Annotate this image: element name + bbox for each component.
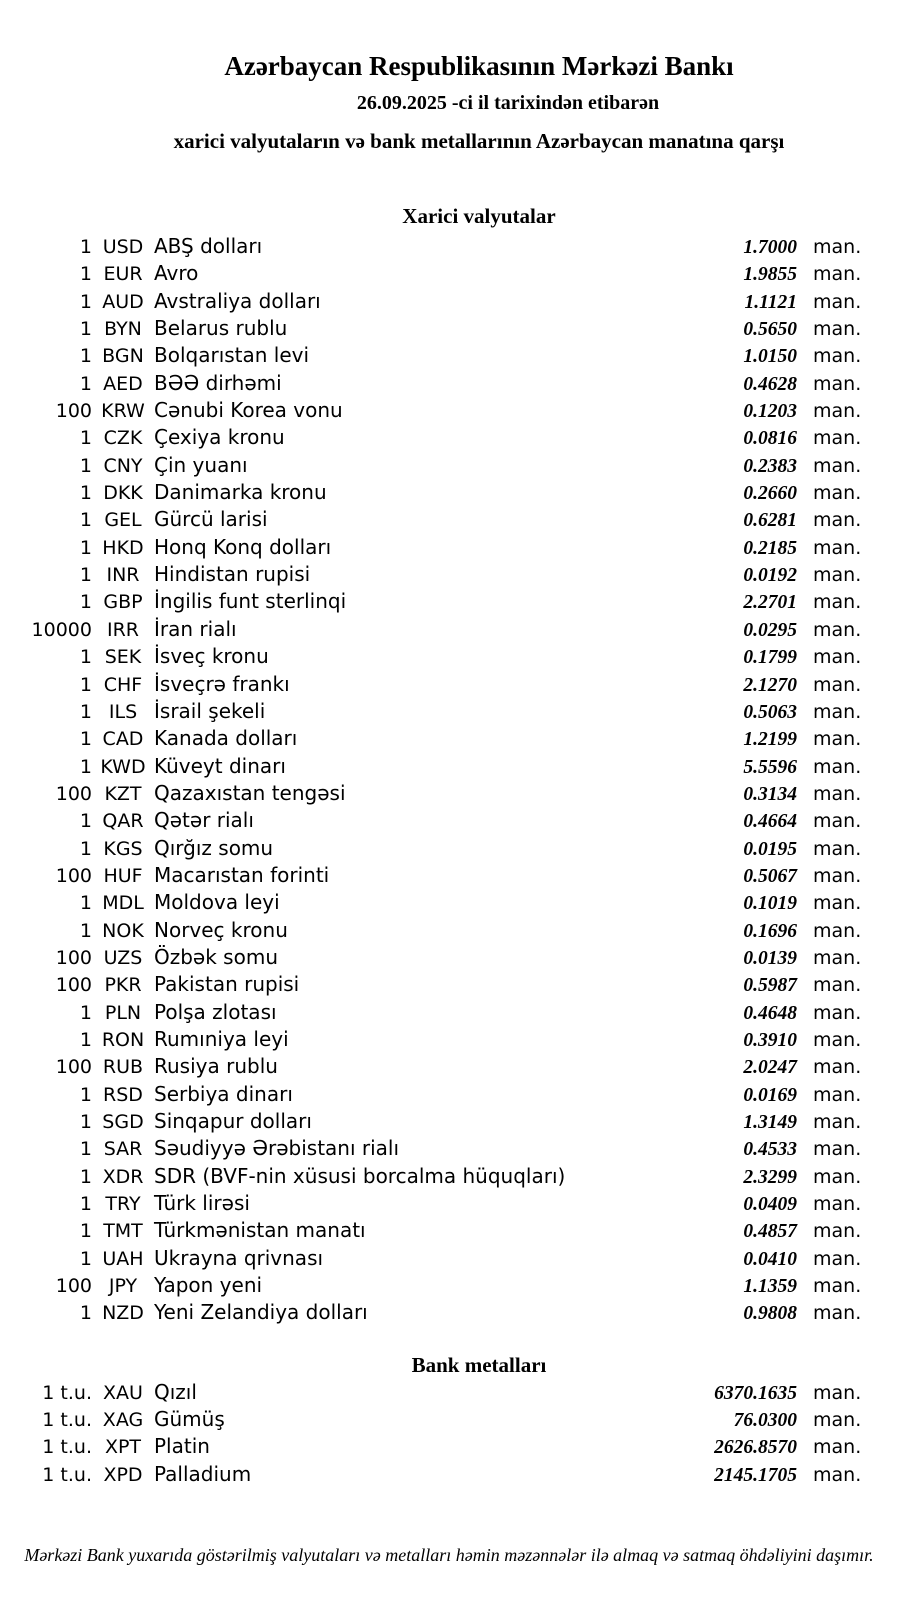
rate-value: 0.9808 xyxy=(743,1303,797,1325)
currency-name: İsrail şekeli xyxy=(154,698,266,723)
rate-value: 1.0150 xyxy=(743,346,797,368)
rate-value: 0.4664 xyxy=(743,811,797,833)
rate-unit: man. xyxy=(813,755,862,778)
currency-code: KGS xyxy=(103,837,143,860)
currency-name: Səudiyyə Ərəbistanı rialı xyxy=(154,1136,400,1161)
rate-row xyxy=(0,971,898,998)
currency-name: Bolqarıstan levi xyxy=(154,343,310,368)
rate-value: 0.0410 xyxy=(743,1248,797,1270)
quantity: 1 xyxy=(79,1165,92,1188)
rate-row xyxy=(0,288,898,315)
rate-unit: man. xyxy=(813,837,862,860)
rate-value: 0.0169 xyxy=(743,1084,797,1106)
rate-unit: man. xyxy=(813,1138,862,1161)
currency-code: SGD xyxy=(102,1111,144,1133)
quantity: 1 xyxy=(79,482,92,505)
rate-row xyxy=(0,1108,898,1135)
currency-code: CAD xyxy=(102,728,144,751)
currency-code: SAR xyxy=(103,1138,143,1161)
rate-unit: man. xyxy=(813,1220,862,1243)
currency-code: GBP xyxy=(103,591,143,614)
currency-name: Qırğız somu xyxy=(154,835,274,860)
quantity: 1 xyxy=(79,810,92,833)
currency-code: XPT xyxy=(104,1436,142,1459)
rate-unit: man. xyxy=(813,618,862,641)
rate-value: 1.1121 xyxy=(744,291,797,313)
currency-name: Hindistan rupisi xyxy=(154,562,311,587)
rate-row xyxy=(0,397,898,424)
rate-value: 0.1019 xyxy=(743,893,797,915)
currency-code: HUF xyxy=(103,864,143,887)
currency-code: CHF xyxy=(103,673,143,696)
quantity: 1 xyxy=(79,236,92,258)
rate-value: 0.2660 xyxy=(743,483,797,505)
quantity: 1 xyxy=(79,1302,92,1325)
currency-name: Serbiya dinarı xyxy=(154,1081,293,1106)
rate-unit: man. xyxy=(813,564,862,587)
metals-section-title: Bank metalları xyxy=(411,1352,547,1377)
currency-code: JPY xyxy=(108,1275,138,1298)
currency-code: XPD xyxy=(103,1463,143,1486)
rate-row xyxy=(0,452,898,479)
quantity: 1 xyxy=(79,372,92,395)
currency-name: Özbək somu xyxy=(154,944,278,969)
rate-row xyxy=(0,506,898,533)
page-subtitle: xarici valyutaların və bank metallarının Azərbaycan manatına qarşı xyxy=(173,129,785,153)
rate-unit: man. xyxy=(813,1302,862,1325)
rate-value: 0.5650 xyxy=(743,319,797,341)
rate-unit: man. xyxy=(813,1381,862,1404)
rate-row xyxy=(0,835,898,862)
rate-unit: man. xyxy=(813,400,862,423)
quantity: 1 xyxy=(79,1193,92,1216)
quantity: 100 xyxy=(55,1275,92,1298)
rate-value: 0.1203 xyxy=(743,401,797,423)
quantity: 1 xyxy=(79,1247,92,1270)
currency-name: Qazaxıstan tengəsi xyxy=(154,780,346,805)
rate-row xyxy=(0,1379,898,1406)
currency-name: Qətər rialı xyxy=(154,808,254,833)
rate-value: 1.2199 xyxy=(743,729,797,751)
rate-unit: man. xyxy=(813,946,862,969)
quantity: 1 xyxy=(79,345,92,368)
rate-unit: man. xyxy=(813,1409,862,1432)
rate-row xyxy=(0,1163,898,1190)
currency-code: ILS xyxy=(108,700,138,723)
rate-row xyxy=(0,1245,898,1272)
currencies-table xyxy=(0,233,898,1327)
rate-unit: man. xyxy=(813,864,862,887)
currency-code: TRY xyxy=(105,1193,141,1216)
rate-unit: man. xyxy=(813,1165,862,1188)
rate-value: 2.3299 xyxy=(743,1166,797,1188)
rate-row xyxy=(0,917,898,944)
rate-value: 1.7000 xyxy=(743,237,797,258)
quantity: 100 xyxy=(55,1056,92,1079)
currency-code: SEK xyxy=(104,646,142,669)
rate-unit: man. xyxy=(813,919,862,942)
quantity: 1 xyxy=(79,318,92,341)
currency-name: Macarıstan forinti xyxy=(154,862,330,887)
rate-unit: man. xyxy=(813,345,862,368)
quantity: 1 t.u. xyxy=(42,1463,92,1486)
rate-row xyxy=(0,1433,898,1460)
currency-code: PKR xyxy=(104,974,142,997)
currency-name: BƏƏ dirhəmi xyxy=(154,370,282,395)
rate-row xyxy=(0,370,898,397)
currency-code: BYN xyxy=(104,318,142,341)
page-header xyxy=(0,50,898,154)
currency-name: Türk lirəsi xyxy=(154,1191,250,1216)
rate-unit: man. xyxy=(813,782,862,805)
currency-name: SDR (BVF-nin xüsusi borcalma hüquqları) xyxy=(154,1163,566,1188)
rate-value: 0.2185 xyxy=(743,537,797,559)
rate-row xyxy=(0,1190,898,1217)
rate-row xyxy=(0,1299,898,1326)
currency-code: QAR xyxy=(102,810,144,833)
rate-value: 0.0409 xyxy=(743,1194,797,1216)
rate-row xyxy=(0,1135,898,1162)
quantity: 1 xyxy=(79,673,92,696)
rate-unit: man. xyxy=(813,372,862,395)
currency-code: CZK xyxy=(103,427,143,450)
currency-code: UAH xyxy=(102,1247,144,1270)
rate-row xyxy=(0,753,898,780)
rate-unit: man. xyxy=(813,591,862,614)
quantity: 1 xyxy=(79,509,92,532)
rate-value: 2.1270 xyxy=(743,674,797,696)
effective-date: 26.09.2025 -ci il tarixindən etibarən xyxy=(356,92,660,114)
currency-name: Küveyt dinarı xyxy=(154,753,286,778)
rate-unit: man. xyxy=(813,810,862,833)
rate-unit: man. xyxy=(813,892,862,915)
currency-code: EUR xyxy=(103,263,143,286)
currency-name: Avstraliya dolları xyxy=(154,288,321,313)
quantity: 10000 xyxy=(31,618,92,641)
currency-code: DKK xyxy=(103,482,143,505)
currency-name: Yapon yeni xyxy=(154,1273,263,1298)
currency-name: Rusiya rublu xyxy=(154,1054,278,1079)
currency-code: XAU xyxy=(103,1381,143,1404)
rate-unit: man. xyxy=(813,290,862,313)
currency-code: XAG xyxy=(102,1409,144,1432)
rate-value: 0.4857 xyxy=(743,1221,797,1243)
currency-name: İngilis funt sterlinqi xyxy=(154,589,347,614)
rate-value: 6370.1635 xyxy=(714,1382,797,1404)
rate-value: 2145.1705 xyxy=(714,1464,797,1486)
quantity: 1 xyxy=(79,892,92,915)
quantity: 1 xyxy=(79,564,92,587)
rate-row xyxy=(0,1217,898,1244)
rate-row xyxy=(0,1081,898,1108)
rate-value: 0.0195 xyxy=(743,838,797,860)
currency-code: XDR xyxy=(102,1165,144,1188)
rate-value: 0.0139 xyxy=(743,947,797,969)
currency-code: UZS xyxy=(103,946,143,969)
currency-name: Rumıniya leyi xyxy=(154,1026,289,1051)
rate-unit: man. xyxy=(813,728,862,751)
currency-name: Norveç kronu xyxy=(154,917,288,942)
rate-value: 0.4628 xyxy=(743,373,797,395)
quantity: 100 xyxy=(55,864,92,887)
currency-code: RUB xyxy=(102,1056,144,1079)
rate-row xyxy=(0,999,898,1026)
rate-row xyxy=(0,561,898,588)
currency-code: AUD xyxy=(102,290,144,313)
quantity: 1 xyxy=(79,454,92,477)
currency-name: Kanada dolları xyxy=(154,726,298,751)
rate-unit: man. xyxy=(813,263,862,286)
quantity: 1 xyxy=(79,1111,92,1133)
quantity: 100 xyxy=(55,974,92,997)
quantity: 1 xyxy=(79,728,92,751)
rate-value: 2.2701 xyxy=(743,592,797,614)
rate-value: 1.3149 xyxy=(743,1112,797,1133)
rate-value: 0.0816 xyxy=(743,428,797,450)
rate-row xyxy=(0,889,898,916)
rate-unit: man. xyxy=(813,1463,862,1486)
quantity: 1 t.u. xyxy=(42,1409,92,1432)
quantity: 1 t.u. xyxy=(42,1381,92,1404)
rate-value: 5.5596 xyxy=(743,756,797,778)
rate-row xyxy=(0,725,898,752)
quantity: 1 xyxy=(79,427,92,450)
rate-row xyxy=(0,424,898,451)
rate-row xyxy=(0,1272,898,1299)
quantity: 1 t.u. xyxy=(42,1436,92,1459)
rate-value: 0.4533 xyxy=(743,1139,797,1161)
rate-row xyxy=(0,588,898,615)
rate-row xyxy=(0,1026,898,1053)
rate-unit: man. xyxy=(813,1247,862,1270)
currency-name: Palladium xyxy=(154,1461,252,1486)
rate-unit: man. xyxy=(813,427,862,450)
page-title: Azərbaycan Respublikasının Mərkəzi Bankı xyxy=(224,51,734,81)
rate-unit: man. xyxy=(813,1193,862,1216)
currency-name: Gümüş xyxy=(154,1407,225,1432)
rate-unit: man. xyxy=(813,1111,862,1133)
currency-name: Türkmənistan manatı xyxy=(154,1218,366,1243)
currency-code: INR xyxy=(106,564,140,587)
rate-unit: man. xyxy=(813,1083,862,1106)
currency-name: Gürcü larisi xyxy=(154,507,268,532)
rate-row xyxy=(0,780,898,807)
rate-value: 0.5063 xyxy=(743,701,797,723)
rate-value: 0.5067 xyxy=(743,865,797,887)
rate-unit: man. xyxy=(813,673,862,696)
currency-name: Avro xyxy=(154,261,199,286)
rate-row xyxy=(0,1406,898,1433)
rate-row xyxy=(0,1053,898,1080)
rate-unit: man. xyxy=(813,1275,862,1298)
currency-code: KRW xyxy=(101,400,145,423)
rate-unit: man. xyxy=(813,700,862,723)
rate-row xyxy=(0,534,898,561)
quantity: 1 xyxy=(79,1220,92,1243)
currency-code: USD xyxy=(102,236,144,258)
currency-code: NOK xyxy=(102,919,144,942)
rate-unit: man. xyxy=(813,318,862,341)
currency-name: Moldova leyi xyxy=(154,890,280,915)
rate-value: 1.9855 xyxy=(743,264,797,286)
rate-value: 0.3910 xyxy=(743,1029,797,1051)
rate-row xyxy=(0,944,898,971)
rate-value: 0.4648 xyxy=(743,1002,797,1024)
currency-code: MDL xyxy=(102,892,144,915)
rate-value: 2626.8570 xyxy=(714,1437,797,1459)
rate-unit: man. xyxy=(813,646,862,669)
quantity: 1 xyxy=(79,591,92,614)
currency-name: Ukrayna qrivnası xyxy=(154,1245,324,1270)
rate-value: 0.2383 xyxy=(743,455,797,477)
currency-code: PLN xyxy=(104,1001,142,1024)
currency-code: CNY xyxy=(103,454,143,477)
quantity: 1 xyxy=(79,290,92,313)
quantity: 1 xyxy=(79,536,92,559)
quantity: 1 xyxy=(79,1138,92,1161)
rate-unit: man. xyxy=(813,1028,862,1051)
rate-value: 0.3134 xyxy=(743,783,797,805)
currency-code: AED xyxy=(103,372,143,395)
currency-name: Belarus rublu xyxy=(154,316,288,341)
rate-row xyxy=(0,862,898,889)
currency-name: Polşa zlotası xyxy=(154,999,277,1024)
quantity: 1 xyxy=(79,263,92,286)
currency-name: Sinqapur dolları xyxy=(154,1109,312,1133)
quantity: 1 xyxy=(79,646,92,669)
currency-name: İsveç kronu xyxy=(154,644,269,669)
quantity: 1 xyxy=(79,837,92,860)
disclaimer-note: Mərkəzi Bank yuxarıda göstərilmiş valyutaları və metalları həmin məzənnələr ilə almaq və satmaq öhdəliyini daşımır. xyxy=(24,1545,874,1566)
currency-name: Qızıl xyxy=(154,1379,197,1404)
rate-unit: man. xyxy=(813,482,862,505)
currency-code: GEL xyxy=(104,509,142,532)
quantity: 1 xyxy=(79,919,92,942)
currency-name: Pakistan rupisi xyxy=(154,972,300,997)
quantity: 100 xyxy=(55,400,92,423)
rate-unit: man. xyxy=(813,509,862,532)
currency-name: İran rialı xyxy=(154,616,237,641)
rate-row xyxy=(0,698,898,725)
quantity: 1 xyxy=(79,1083,92,1106)
currency-code: RSD xyxy=(103,1083,143,1106)
currency-code: IRR xyxy=(106,618,139,641)
currency-code: KZT xyxy=(104,782,142,805)
rate-row xyxy=(0,1461,898,1488)
quantity: 100 xyxy=(55,946,92,969)
rate-unit: man. xyxy=(813,1056,862,1079)
rate-unit: man. xyxy=(813,454,862,477)
rate-row xyxy=(0,616,898,643)
rate-row xyxy=(0,807,898,834)
quantity: 1 xyxy=(79,1028,92,1051)
currency-name: Yeni Zelandiya dolları xyxy=(154,1300,368,1325)
rate-value: 0.5987 xyxy=(743,975,797,997)
rate-unit: man. xyxy=(813,974,862,997)
rate-value: 76.0300 xyxy=(733,1410,797,1432)
currency-name: Danimarka kronu xyxy=(154,480,327,505)
metals-section xyxy=(0,1353,898,1488)
quantity: 1 xyxy=(79,755,92,778)
currency-name: Honq Konq dolları xyxy=(154,534,332,559)
currency-code: BGN xyxy=(102,345,144,368)
quantity: 1 xyxy=(79,700,92,723)
currency-code: NZD xyxy=(102,1302,144,1325)
currency-name: Çexiya kronu xyxy=(154,425,285,450)
metals-table xyxy=(0,1379,898,1488)
rate-value: 0.1799 xyxy=(743,647,797,669)
rate-unit: man. xyxy=(813,536,862,559)
currency-code: HKD xyxy=(102,536,144,559)
rate-row xyxy=(0,315,898,342)
rate-row xyxy=(0,233,898,260)
rate-row xyxy=(0,643,898,670)
rate-value: 2.0247 xyxy=(743,1057,797,1079)
currency-name: Platin xyxy=(154,1434,210,1459)
rate-value: 0.1696 xyxy=(743,920,797,942)
rate-row xyxy=(0,479,898,506)
rate-row xyxy=(0,260,898,287)
currency-name: Cənubi Korea vonu xyxy=(154,398,343,423)
quantity: 1 xyxy=(79,1001,92,1024)
rate-unit: man. xyxy=(813,1001,862,1024)
rate-row xyxy=(0,671,898,698)
currency-name: İsveçrə frankı xyxy=(154,671,290,696)
rate-unit: man. xyxy=(813,1436,862,1459)
currency-code: TMT xyxy=(103,1220,143,1243)
rate-value: 0.0295 xyxy=(743,619,797,641)
rate-unit: man. xyxy=(813,236,862,258)
currency-name: Çin yuanı xyxy=(154,452,248,477)
currency-code: RON xyxy=(101,1028,145,1051)
rate-value: 0.6281 xyxy=(743,510,797,532)
rate-value: 0.0192 xyxy=(743,565,797,587)
rate-row xyxy=(0,342,898,369)
rate-value: 1.1359 xyxy=(743,1276,797,1298)
currency-name: ABŞ dolları xyxy=(154,234,263,258)
quantity: 100 xyxy=(55,782,92,805)
currencies-section-title: Xarici valyutalar xyxy=(402,204,556,228)
currency-code: KWD xyxy=(100,755,146,778)
currencies-section xyxy=(0,204,898,1327)
